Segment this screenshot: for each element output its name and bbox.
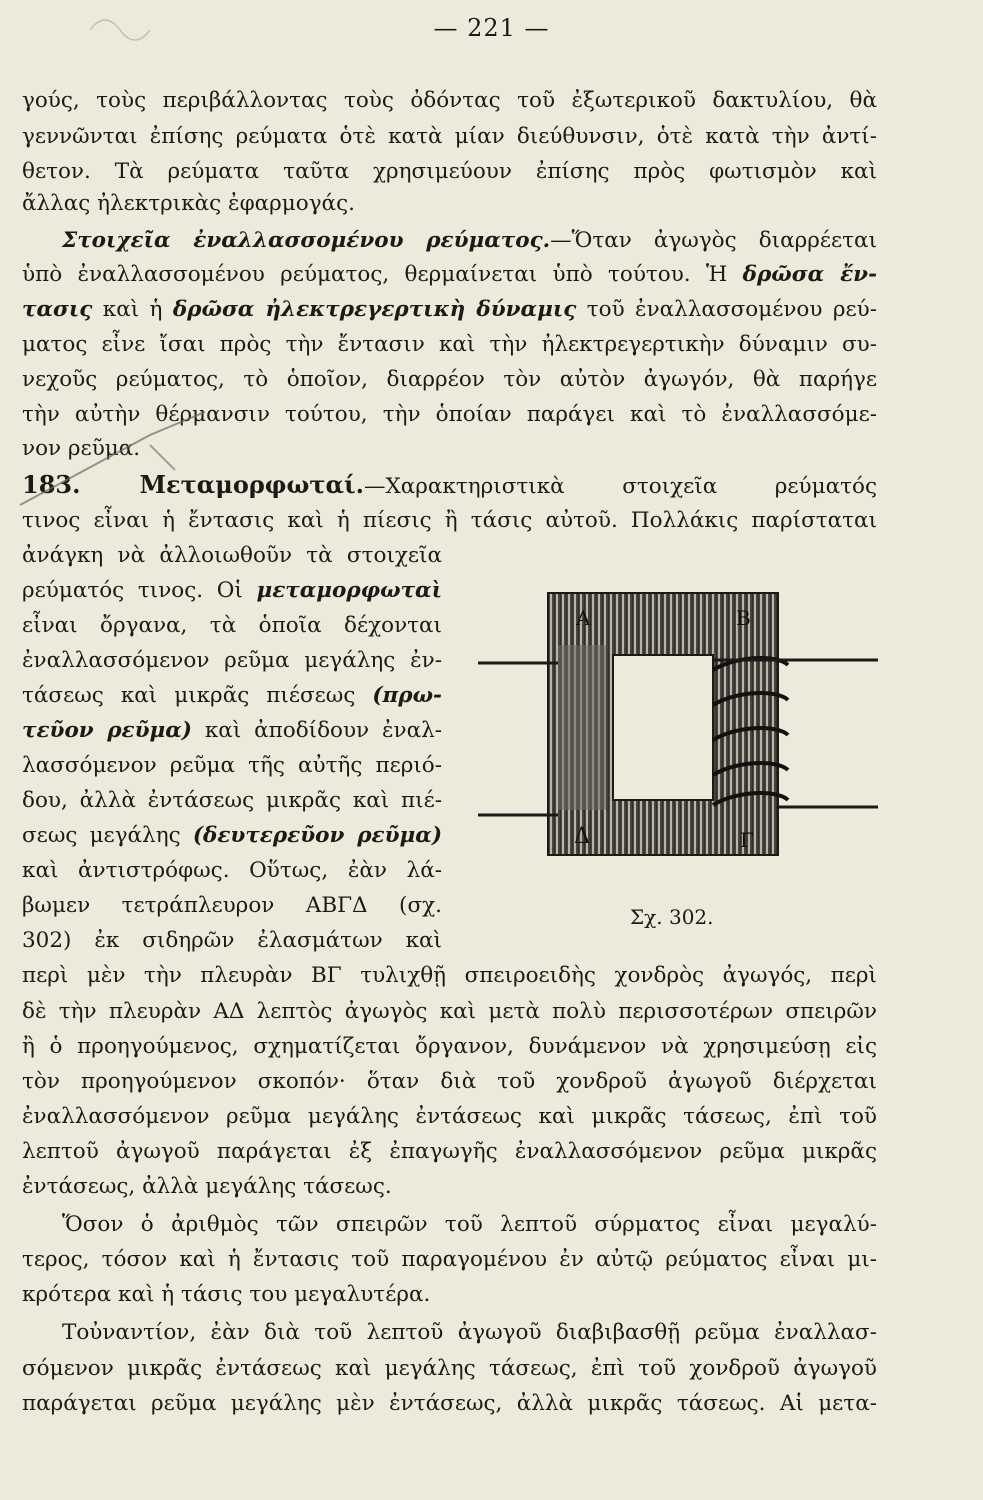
- transformer-figure: [478, 585, 878, 885]
- text-line: Ὅσον ὁ ἀριθμὸς τῶν σπειρῶν τοῦ λεπτοῦ σύρματος εἶναι μεγαλύ-: [62, 1212, 877, 1237]
- text-line: [62, 228, 877, 254]
- text-line: σόμενον μικρᾶς ἐντάσεως καὶ μεγάλης τάσεως, ἐπὶ τοῦ χονδροῦ ἀγωγοῦ: [22, 1356, 877, 1381]
- thin-winding: [558, 645, 606, 810]
- text-line: ἀνάγκη νὰ ἀλλοιωθοῦν τὰ στοιχεῖα: [22, 543, 442, 568]
- bold-term: τασις: [22, 297, 93, 322]
- text-line: θετον. Τὰ ρεύματα ταῦτα χρησιμεύουν ἐπίσης πρὸς φωτισμὸν καὶ: [22, 159, 877, 184]
- figure-caption: Σχ. 302.: [630, 905, 714, 929]
- text-line: δὲ τὴν πλευρὰν ΑΔ λεπτὸς ἀγωγὸς καὶ μετὰ πολὺ περισσοτέρων σπειρῶν: [22, 999, 877, 1024]
- text-span: ὑπὸ ἐναλλασσομένου ρεύματος, θερμαίνεται ὑπὸ τούτου. Ἡ: [22, 262, 728, 287]
- text-line: τὸν προηγούμενον σκοπόν· ὅταν διὰ τοῦ χονδροῦ ἀγωγοῦ διέρχεται: [22, 1069, 877, 1094]
- bold-term: (πρω-: [372, 683, 442, 708]
- text-line: [22, 472, 877, 500]
- text-line: κρότερα καὶ ἡ τάσις του μεγαλυτέρα.: [22, 1282, 431, 1307]
- text-line: λεπτοῦ ἀγωγοῦ παράγεται ἐξ ἐπαγωγῆς ἐναλλασσόμενον ρεῦμα μικρᾶς: [22, 1139, 877, 1164]
- text-span: τοῦ ἐναλλασσομένου ρεύ-: [586, 297, 877, 322]
- text-span: καὶ ἀποδίδουν ἐναλ-: [204, 718, 442, 743]
- text-line: τὴν αὐτὴν θέρμανσιν τούτου, τὴν ὁποίαν παράγει καὶ τὸ ἐναλλασσόμε-: [22, 402, 877, 427]
- text-line: ἄλλας ἠλεκτρικὰς ἐφαρμογάς.: [22, 191, 355, 216]
- text-line: ματος εἶνε ἴσαι πρὸς τὴν ἔντασιν καὶ τὴν ἠλεκτρεγερτικὴν δύναμιν συ-: [22, 332, 877, 357]
- text-line: [22, 718, 442, 744]
- label-B: Β: [736, 606, 751, 630]
- bold-term: δρῶσα ἔν-: [742, 262, 878, 287]
- text-span: σεως μεγάλης: [22, 823, 181, 848]
- text-span: τάσεως καὶ μικρᾶς πιέσεως: [22, 683, 356, 708]
- text-line: καὶ ἀντιστρόφως. Οὕτως, ἐὰν λά-: [22, 858, 442, 883]
- text-line: νον ρεῦμα.: [22, 436, 141, 461]
- text-line: τινος εἶναι ἡ ἔντασις καὶ ἡ πίεσις ἢ τάσις αὐτοῦ. Πολλάκις παρίσταται: [22, 508, 877, 533]
- text-line: [22, 262, 877, 288]
- text-line: γεννῶνται ἐπίσης ρεύματα ὁτὲ κατὰ μίαν διεύθυνσιν, ὁτὲ κατὰ τὴν ἀντί-: [22, 124, 877, 149]
- label-A: Α: [576, 606, 591, 630]
- text-span: —Χαρακτηριστικὰ στοιχεῖα ρεύματός: [363, 474, 877, 499]
- text-line: 302) ἐκ σιδηρῶν ἐλασμάτων καὶ: [22, 928, 442, 953]
- section-heading: 183. Μεταμορφωταί.: [22, 470, 364, 499]
- text-line: ἐναλλασσόμενον ρεῦμα μεγάλης ἐντάσεως καὶ μικρᾶς τάσεως, ἐπὶ τοῦ: [22, 1104, 877, 1129]
- text-line: περὶ μὲν τὴν πλευρὰν ΒΓ τυλιχθῇ σπειροειδὴς χονδρὸς ἀγωγός, περὶ: [22, 963, 877, 988]
- bold-term: μεταμορφωταὶ: [256, 578, 442, 603]
- text-line: [22, 683, 442, 709]
- label-G: Γ: [740, 828, 754, 852]
- text-line: γούς, τοὺς περιβάλλοντας τοὺς ὀδόντας τοῦ ἐξωτερικοῦ δακτυλίου, θὰ: [22, 88, 877, 113]
- bold-term: (δευτερεῦον ρεῦμα): [192, 823, 442, 848]
- text-line: ἢ ὁ προηγούμενος, σχηματίζεται ὄργανον, δυνάμενον νὰ χρησιμεύσῃ εἰς: [22, 1034, 877, 1059]
- text-line: νεχοῦς ρεύματος, τὸ ὁποῖον, διαρρέον τὸν αὐτὸν ἀγωγόν, θὰ παρήγε: [22, 367, 877, 392]
- text-line: τερος, τόσον καὶ ἡ ἔντασις τοῦ παραγομένου ἐν αὐτῷ ρεύματος εἶναι μι-: [22, 1247, 877, 1272]
- text-span: καὶ ἡ: [102, 297, 163, 322]
- text-line: δου, ἀλλὰ ἐντάσεως μικρᾶς καὶ πιέ-: [22, 788, 442, 813]
- page-number: — 221 —: [433, 14, 550, 42]
- text-line: [22, 578, 442, 604]
- bold-term: τεῦον ρεῦμα): [22, 718, 192, 743]
- text-span: —Ὅταν ἀγωγὸς διαρρέεται: [550, 228, 877, 253]
- text-line: ἐντάσεως, ἀλλὰ μεγάλης τάσεως.: [22, 1174, 392, 1199]
- text-line: βωμεν τετράπλευρον ΑΒΓΔ (σχ.: [22, 893, 442, 918]
- text-line: [22, 823, 442, 849]
- bold-term: δρῶσα ἠλεκτρεγερτικὴ δύναμις: [172, 297, 577, 322]
- text-line: εἶναι ὄργανα, τὰ ὁποῖα δέχονται: [22, 613, 442, 638]
- text-line: ἐναλλασσόμενον ρεῦμα μεγάλης ἐν-: [22, 648, 442, 673]
- text-line: [22, 297, 877, 323]
- text-span: ρεύματός τινος. Οἱ: [22, 578, 243, 603]
- text-line: παράγεται ρεῦμα μεγάλης μὲν ἐντάσεως, ἀλλὰ μικρᾶς τάσεως. Αἱ μετα-: [22, 1391, 877, 1416]
- subheading: Στοιχεῖα ἐναλλασσομένου ρεύματος.: [62, 228, 551, 253]
- text-line: λασσόμενον ρεῦμα τῆς αὐτῆς περιό-: [22, 753, 442, 778]
- text-line: Τοὐναντίον, ἐὰν διὰ τοῦ λεπτοῦ ἀγωγοῦ διαβιβασθῇ ρεῦμα ἐναλλασ-: [62, 1320, 877, 1345]
- label-D: Δ: [574, 824, 590, 849]
